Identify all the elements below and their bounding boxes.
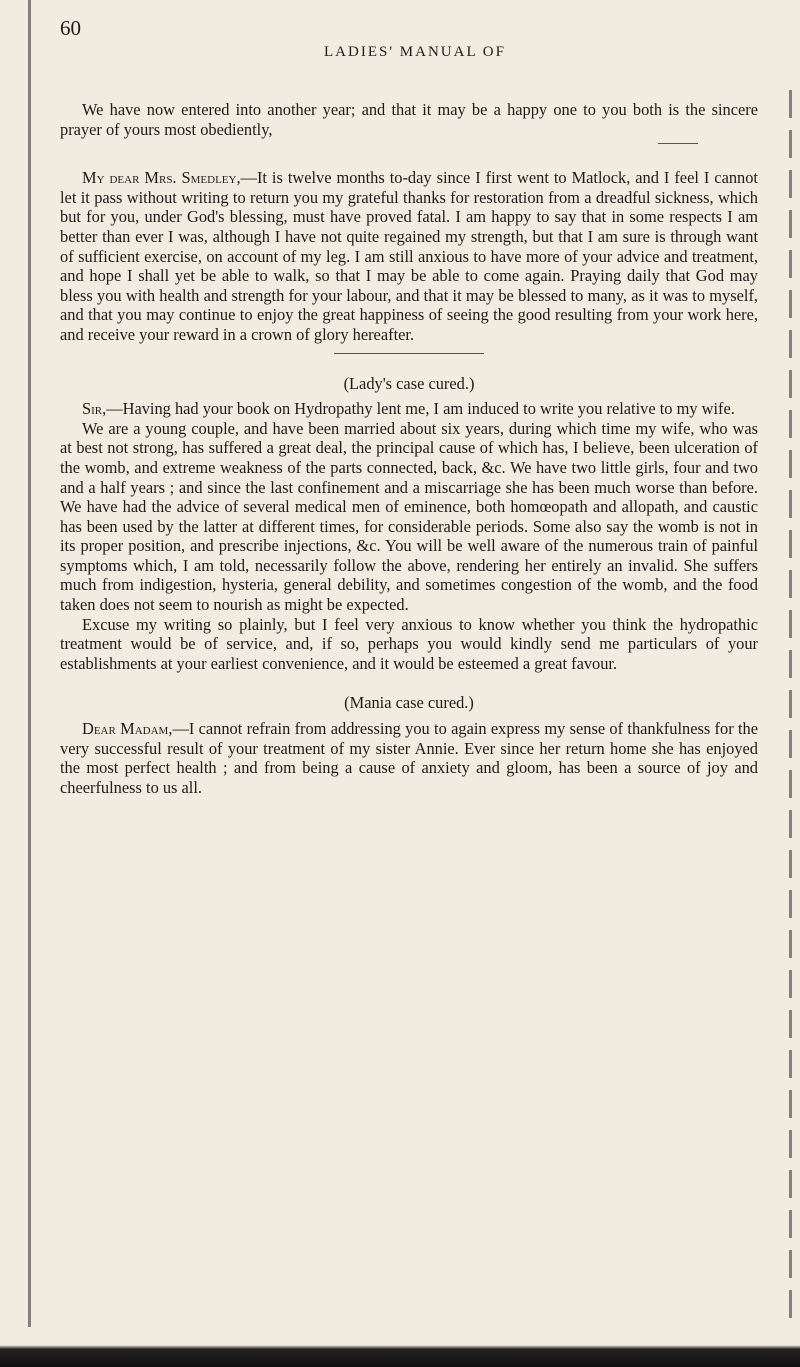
salutation: Dear Madam, [82, 719, 173, 739]
letter-paragraph: We are a young couple, and have been married about six years, during which time my wife, who was at best not strong, has suffered a great deal, the principal cause of which has, I believe, been ulceration of the womb, and extreme weakness of the parts connected, back, &c. We have two little girls, four and two and a half years ; and since the last confinement and a miscarriage she has been much worse than before. We have had the advice of several medical men of eminence, both homœopath and allopath, and caustic has been used by the latter at different times, for considerable periods. Some also say the womb is not in its proper position, and prescribe injections, &c. You will be well aware of the numerous train of painful symptoms which, I am told, necessarily follow the above, rendering her entirely an invalid. She suffers much from indigestion, hysteria, general debility, and sometimes congestion of the womb, and the food taken does not seem to nourish as might be expected. [60, 418, 758, 615]
letter-text: —It is twelve months to-day since I first went to Matlock, and I feel I cannot let it pass without writing to return you my grateful thanks for restoration from a dreadful sickness, which but for you, under God's blessing, must have proved fatal. I am happy to say that in some respects I am better than ever I was, although I have not quite regained my strength, but that I am sure is through want of sufficient exercise, on account of my leg. I am still anxious to have more of your advice and treatment, and hope I shall yet be able to walk, so that I may be able to come again. Praying daily that God may bless you with health and strength for your labour, and that it may be blessed to many, as it was to myself, and that you may continue to enjoy the great happiness of seeing the good resulting from your work here, and receive your reward in a crown of glory hereafter. [60, 168, 758, 344]
page-right-edge-shadow [789, 90, 792, 1367]
running-title: LADIES' MANUAL OF [324, 44, 506, 60]
page-header [60, 16, 770, 60]
letter-paragraph [60, 399, 758, 419]
page-number: 60 [60, 16, 81, 40]
salutation: Sir, [82, 399, 107, 419]
page-left-edge-shadow [28, 0, 31, 1367]
letter-paragraph [60, 719, 758, 797]
case-heading: (Mania case cured.) [344, 693, 474, 713]
salutation: My dear Mrs. Smedley, [82, 168, 241, 188]
page-body [60, 100, 758, 797]
case-heading: (Lady's case cured.) [343, 373, 475, 393]
section-rule [334, 353, 484, 354]
page-bottom-edge-shadow [0, 1327, 800, 1367]
letter-paragraph: Excuse my writing so plainly, but I feel very anxious to know whether you think the hydropathic treatment would be of service, and, if so, perhaps you would kindly send me particulars of your establishments at your earliest convenience, and it would be esteemed a great favour. [60, 614, 758, 673]
letter-text: —Having had your book on Hydropathy lent me, I am induced to write you relative to my wife. [106, 399, 735, 419]
letter-closing-paragraph: We have now entered into another year; and that it may be a happy one to you both is the sincere prayer of yours most obediently, [60, 100, 758, 139]
letter-paragraph [60, 168, 758, 344]
letter-text: —I cannot refrain from addressing you to again express my sense of thankfulness for the very successful result of your treatment of my sister Annie. Ever since her return home she has enjoyed the most perfect health ; and from being a cause of anxiety and gloom, has been a source of joy and cheerfulness to us all. [60, 719, 758, 797]
